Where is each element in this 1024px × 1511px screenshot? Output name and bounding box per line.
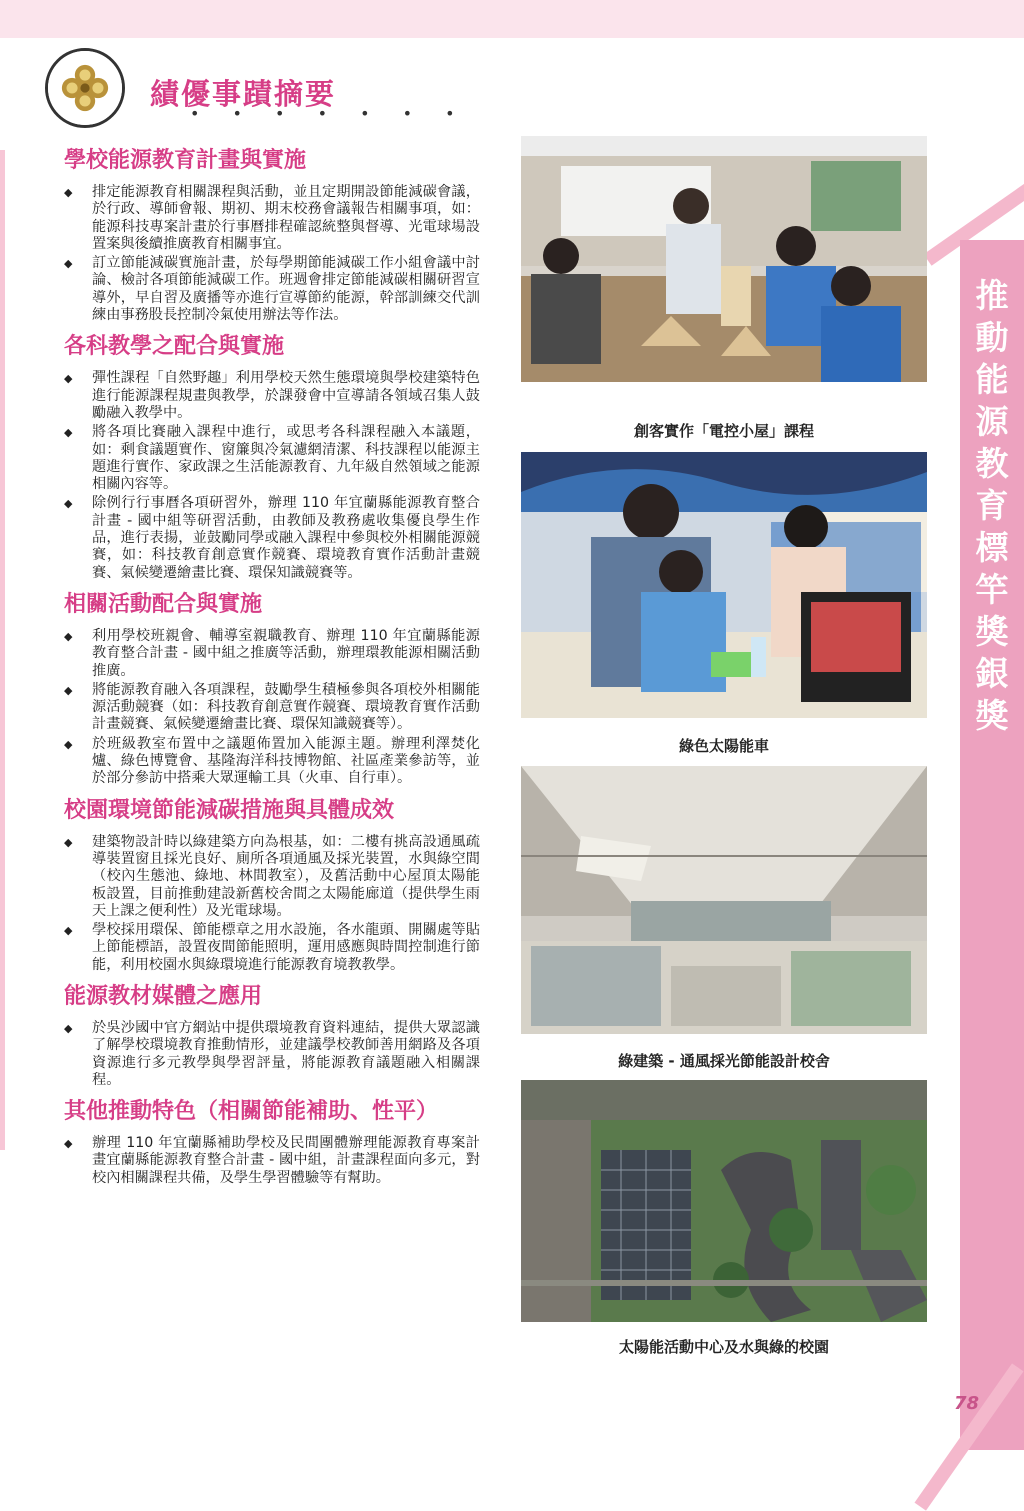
title-dots: • • • • • • • [190, 104, 469, 123]
photo-caption: 太陽能活動中心及水與綠的校園 [618, 1338, 829, 1356]
bullet-list [64, 628, 480, 788]
bullet-list [64, 834, 480, 974]
list-item: ◆ 彈性課程「自然野趣」利用學校天然生態環境與學校建築特色進行能源課程規畫與教學，於課發會中宣導請各領域召集人鼓勵融入教學中。 [64, 370, 480, 422]
section-media [64, 982, 480, 1089]
list-item: ◆ 利用學校班親會、輔導室親職教育、辦理 110 年宜蘭縣能源教育整合計畫 - 國中組之推廣等活動，辦理環教能源相關活動推廣。 [64, 628, 480, 680]
bullet-list [64, 1135, 480, 1187]
section-other [64, 1097, 480, 1187]
section-heading: 學校能源教育計畫與實施 [64, 148, 307, 173]
photo-maker-class [521, 136, 927, 382]
list-item: ◆ 除例行行事曆各項研習外，辦理 110 年宜蘭縣能源教育整合計畫 - 國中組等研習活動，由教師及教務處收集優良學生作品，進行表揚，並鼓勵同學或融入課程中參與校外相關能源競賽，如：科技教育創意實作競賽、環境教育實作活動計畫競賽、氣候變遷繪畫比賽、環保知識競賽等。 [64, 495, 480, 581]
page-title: 績優事蹟摘要 [150, 77, 337, 111]
photo-aerial-campus [521, 1080, 927, 1322]
bullet-list [64, 1020, 480, 1089]
section-heading: 其他推動特色（相關節能補助、性平） [64, 1099, 439, 1125]
page-number: 78 [953, 1393, 979, 1414]
photo-caption: 創客實作「電控小屋」課程 [633, 422, 814, 440]
photo-solar-car [521, 452, 927, 718]
section-heading: 能源教材媒體之應用 [64, 983, 263, 1009]
photo-green-building [521, 766, 927, 1034]
list-item: ◆ 將能源教育融入各項課程，鼓勵學生積極參與各項校外相關能源活動競賽（如：科技教育創意實作競賽、環境教育實作活動計畫競賽、氣候變遷繪畫比賽、環保知識競賽等）。 [64, 682, 480, 734]
section-heading: 校園環境節能減碳措施與具體成效 [64, 797, 395, 823]
list-item: ◆ 排定能源教育相關課程與活動，並且定期開設節能減碳會議，於行政、導師會報、期初、期末校務會議報告相關事項，如：能源科技專案計畫於行事曆排程確認統整與督導、光電球場設置案與後續推廣教育相關事宜。 [64, 184, 480, 253]
side-decoration [944, 90, 1024, 1410]
section-school-plan [64, 146, 480, 324]
photo-caption: 綠建築 - 通風採光節能設計校舍 [618, 1052, 830, 1070]
photo-caption: 綠色太陽能車 [678, 737, 769, 755]
section-teaching [64, 332, 480, 582]
list-item: ◆ 將各項比賽融入課程中進行，或思考各科課程融入本議題，如：剩食議題實作、窗簾與冷氣濾網清潔、科技課程以能源主題進行實作、家政課之生活能源教育、九年級自然領域之能源相關內容等。 [64, 424, 480, 493]
bullet-list [64, 184, 480, 324]
award-logo-icon [45, 48, 125, 128]
section-heading: 各科教學之配合與實施 [64, 334, 285, 360]
section-activities [64, 590, 480, 788]
list-item: ◆ 學校採用環保、節能標章之用水設施，各水龍頭、開關處等貼上節能標語，設置夜間節能照明，運用感應與時間控制進行節能，利用校園水與綠環境進行能源教育境教教學。 [64, 922, 480, 974]
left-edge-stripe [0, 150, 5, 1150]
list-item: ◆ 於吳沙國中官方網站中提供環境教育資料連結，提供大眾認識了解學校環境教育推動情形，並建議學校教師善用網路及各項資源進行多元教學與學習評量，將能源教育議題融入相關課程。 [64, 1020, 480, 1089]
section-heading: 相關活動配合與實施 [64, 591, 263, 617]
list-item: ◆ 辦理 110 年宜蘭縣補助學校及民間團體辦理能源教育專案計畫宜蘭縣能源教育整合計畫 - 國中組，計畫課程面向多元，對校內相關課程共備，及學生學習體驗等有幫助。 [64, 1135, 480, 1187]
top-bar [0, 0, 1024, 38]
list-item: ◆ 建築物設計時以綠建築方向為根基，如：二樓有挑高設通風疏導裝置窗且採光良好、廁所各項通風及採光裝置，水與綠空間（校內生態池、綠地、林間教室），及舊活動中心屋頂太陽能板設置，目前推動建設新舊校舍間之太陽能廊道（提供學生雨天上課之便利性）及光電球場。 [64, 834, 480, 920]
section-campus-environment [64, 796, 480, 974]
bullet-list [64, 370, 480, 582]
content-column [64, 146, 480, 1195]
list-item: ◆ 訂立節能減碳實施計畫，於每學期節能減碳工作小組會議中討論、檢討各項節能減碳工作。班週會排定節能減碳相關研習宣導外，早自習及廣播等亦進行宣導節約能源，幹部訓練交代訓練由事務股長控制冷氣使用辦法等作法。 [64, 255, 480, 324]
list-item: ◆ 於班級教室布置中之議題佈置加入能源主題。辦理利澤焚化爐、綠色博覽會、基隆海洋科技博物館、社區產業參訪等，並於部分參訪中搭乘大眾運輸工具（火車、自行車）。 [64, 736, 480, 788]
side-title: 推動能源教育標竿獎 銀獎 [975, 276, 1009, 735]
